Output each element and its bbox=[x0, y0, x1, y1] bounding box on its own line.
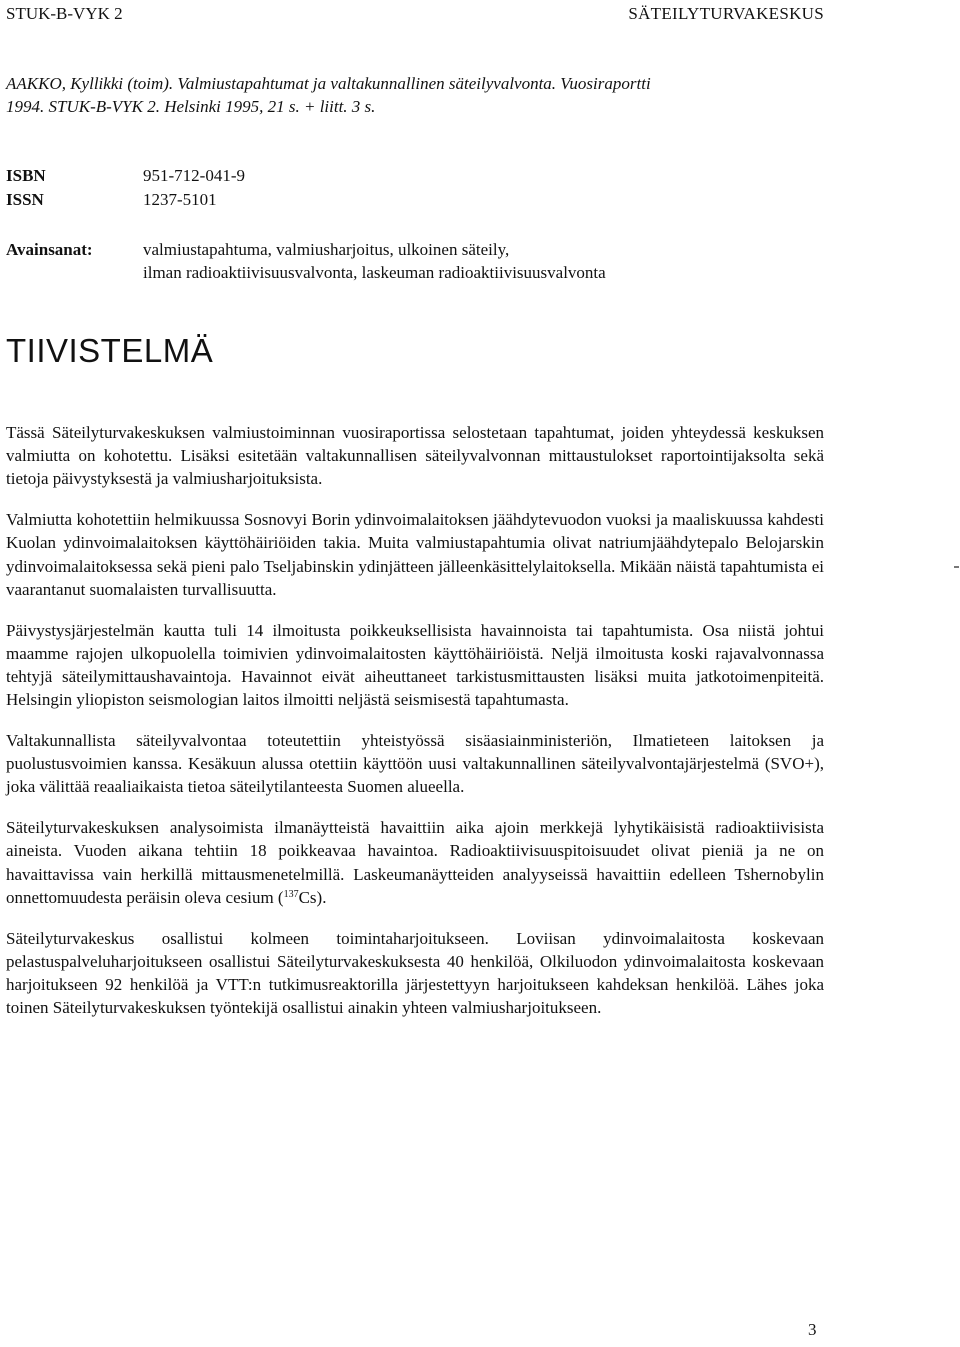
bibliographic-citation bbox=[6, 72, 826, 118]
organization-name: SÄTEILYTURVAKESKUS bbox=[628, 4, 824, 23]
isbn-value: 951-712-041-9 bbox=[143, 166, 245, 185]
paragraph-intro: Tässä Säteilyturvakeskuksen valmiustoiminnan vuosiraportissa selostetaan tapahtumat, joiden yhteydessä keskuksen valmiutta on kohotettu. Lisäksi esitetään valtakunnallisen säteilyvalvonnan mittaustulokset raportointijaksolta sekä tietoja päivystyksestä ja valmiusharjoituksista. bbox=[6, 423, 824, 489]
abstract-heading: TIIVISTELMÄ bbox=[6, 332, 214, 369]
citation-line-2: 1994. STUK-B-VYK 2. Helsinki 1995, 21 s. + liitt. 3 s. bbox=[6, 97, 376, 116]
cesium-mass-number: 137 bbox=[283, 888, 299, 900]
keywords-line-1: valmiustapahtuma, valmiusharjoitus, ulkoinen säteily, bbox=[143, 240, 510, 259]
keywords-line-2: ilman radioaktiivisuusvalvonta, laskeuman radioaktiivisuusvalvonta bbox=[143, 263, 606, 282]
keywords-value bbox=[143, 238, 833, 284]
paragraph-readiness-events: Valmiutta kohotettiin helmikuussa Sosnovyi Borin ydinvoimalaitoksen jäähdytevuodon vuoksi ja maaliskuussa kahdesti Kuolan ydinvoimalaitoksen käyttöhäiriöiden takia. Muita valmiustapahtumia olivat natriumjäähdytepalo Belojarskin ydinvoimalaitoksessa sekä pieni palo Tseljabinskin ydinjätteen jälleenkäsittelylaitoksella. Mikään näistä tapahtumista ei vaarantanut suomalaisten turvallisuutta. bbox=[6, 510, 824, 599]
isbn-label: ISBN bbox=[6, 166, 46, 185]
paragraph-air-samples bbox=[6, 816, 824, 909]
paragraph-air-samples-end: Cs). bbox=[298, 887, 327, 907]
keywords-label: Avainsanat: bbox=[6, 240, 93, 259]
paragraph-air-samples-text: Säteilyturvakeskuksen analysoimista ilmanäytteistä havaittiin aika ajoin merkkejä lyhytikäisistä radioaktiivisista aineista. Vuoden aikana tehtiin 18 poikkeavaa havaintoa. Radioaktiivisuuspitoisuudet olivat pieniä ja ne on havaittavissa vain herkillä mittausmenetelmillä. Laskeumanäytteiden analyyseissä havaittiin edelleen Tshernobylin onnettomuudesta peräisin oleva cesium ( bbox=[6, 818, 824, 907]
paragraph-exercises: Säteilyturvakeskus osallistui kolmeen toimintaharjoitukseen. Loviisan ydinvoimalaitosta koskevaan pelastuspalveluharjoitukseen osallistui Säteilyturvakeskuksesta 40 henkilöä, Olkiluodon ydinvoimalaitosta koskevaan harjoitukseen 92 henkilöä ja VTT:n tutkimusreaktorilla järjestettyyn harjoitukseen kahdeksan henkilöä. Lähes joka toinen Säteilyturvakeskuksen työntekijä osallistui ainakin yhteen valmiusharjoitukseen. bbox=[6, 928, 824, 1018]
issn-label: ISSN bbox=[6, 190, 44, 209]
margin-mark bbox=[954, 566, 959, 568]
citation-line-1: AAKKO, Kyllikki (toim). Valmiustapahtumat ja valtakunnallinen säteilyvalvonta. Vuosiraportti bbox=[6, 74, 651, 93]
page-number: 3 bbox=[808, 1320, 817, 1339]
report-series-code: STUK-B-VYK 2 bbox=[6, 4, 123, 23]
abstract-body bbox=[6, 421, 824, 1019]
paragraph-duty-reports: Päivystysjärjestelmän kautta tuli 14 ilmoitusta poikkeuksellisista havainnoista tai tapahtumista. Osa niistä johtui maamme rajojen ulkopuolella toimivien ydinvoimalaitosten käyttöhäiriöistä. Neljä ilmoitusta koski rajavalvonnassa tehtyjä säteilymittaushavaintoja. Havainnot eivät aiheuttaneet tarkistusmittausten lisäksi muita jatkotoimenpiteitä. Helsingin yliopiston seismologian laitos ilmoitti neljästä seismisestä tapahtumasta. bbox=[6, 620, 824, 710]
issn-value: 1237-5101 bbox=[143, 190, 217, 209]
paragraph-national-monitoring: Valtakunnallista säteilyvalvontaa toteutettiin yhteistyössä sisäasiainministeriön, Ilmatieteen laitoksen ja puolustusvoimien kanssa. Kesäkuun alussa otettiin käyttöön uusi valtakunnallinen säteilyvalvontajärjestelmä (SVO+), joka välittää reaaliaikaista tietoa säteilytilanteesta Suomen alueella. bbox=[6, 731, 824, 797]
running-header bbox=[6, 4, 824, 28]
